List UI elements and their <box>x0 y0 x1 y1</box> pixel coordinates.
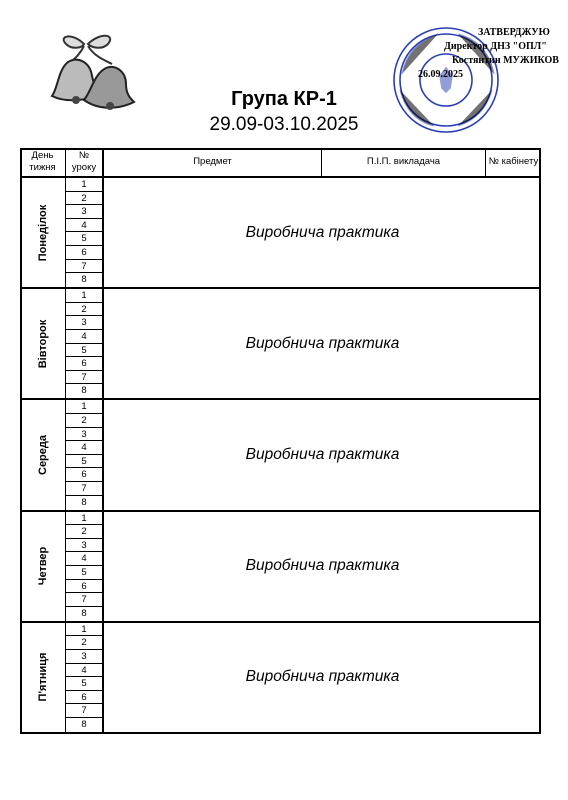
lesson-numbers <box>66 623 104 734</box>
date-range: 29.09-03.10.2025 <box>209 114 359 135</box>
lesson-number: 3 <box>66 539 102 553</box>
lesson-number: 1 <box>66 400 102 414</box>
subject-text: Виробнича практика <box>245 445 400 463</box>
header-room: № кабінету <box>486 148 541 178</box>
approval-position: Директор ДНЗ "ОПЛ" <box>444 41 547 52</box>
day-label: Середа <box>36 434 49 475</box>
lesson-numbers <box>66 289 104 400</box>
lesson-number: 6 <box>66 468 102 482</box>
subject-text: Виробнича практика <box>245 334 400 352</box>
header-subject: Предмет <box>104 148 322 178</box>
lesson-number: 8 <box>81 496 87 508</box>
lesson-number: 4 <box>66 441 102 455</box>
group-title: Група КР-1 <box>231 88 337 110</box>
day-cell <box>20 623 66 734</box>
approval-title: ЗАТВЕРДЖУЮ <box>478 27 550 38</box>
lesson-number: 5 <box>66 566 102 580</box>
lesson-number: 8 <box>81 385 87 397</box>
lesson-number: 5 <box>66 344 102 358</box>
lesson-number: 2 <box>66 192 102 206</box>
approval-date: 26.09.2025 <box>418 69 463 80</box>
day-label: П'ятниця <box>36 652 49 702</box>
subject-cell <box>104 289 541 400</box>
lesson-number: 7 <box>66 482 102 496</box>
subject-cell <box>104 400 541 511</box>
lesson-number: 8 <box>81 607 87 619</box>
lesson-number: 2 <box>66 303 102 317</box>
lesson-number: 6 <box>66 357 102 371</box>
header-day: День тижня <box>20 148 66 178</box>
lesson-number: 4 <box>66 552 102 566</box>
lesson-number: 3 <box>66 205 102 219</box>
subject-cell <box>104 512 541 623</box>
header-teacher: П.І.П. викладача <box>322 148 486 178</box>
subject-text: Виробнича практика <box>245 557 400 575</box>
lesson-number: 3 <box>66 650 102 664</box>
subject-cell <box>104 623 541 734</box>
schedule-table <box>20 148 541 734</box>
day-label: Четвер <box>36 546 49 586</box>
lesson-numbers <box>66 178 104 289</box>
subject-text: Виробнича практика <box>245 223 400 241</box>
lesson-number: 8 <box>81 718 87 730</box>
lesson-number: 1 <box>66 178 102 192</box>
day-cell <box>20 178 66 289</box>
lesson-number: 5 <box>66 677 102 691</box>
lesson-number: 1 <box>66 623 102 637</box>
lesson-number: 8 <box>81 274 87 286</box>
lesson-number: 7 <box>66 704 102 718</box>
lesson-number: 4 <box>66 330 102 344</box>
lesson-number: 2 <box>66 414 102 428</box>
lesson-number: 5 <box>66 232 102 246</box>
header-lesson-number: № уроку <box>66 148 104 178</box>
lesson-number: 2 <box>66 525 102 539</box>
lesson-number: 6 <box>66 246 102 260</box>
lesson-number: 3 <box>66 316 102 330</box>
lesson-numbers <box>66 512 104 623</box>
lesson-number: 3 <box>66 428 102 442</box>
day-label: Вівторок <box>36 319 49 369</box>
day-cell <box>20 289 66 400</box>
lesson-number: 6 <box>66 580 102 594</box>
lesson-number: 2 <box>66 636 102 650</box>
lesson-numbers <box>66 400 104 511</box>
lesson-number: 7 <box>66 593 102 607</box>
lesson-number: 1 <box>66 512 102 526</box>
subject-cell <box>104 178 541 289</box>
lesson-number: 5 <box>66 455 102 469</box>
day-cell <box>20 512 66 623</box>
approval-signatory: Костянтин МУЖИКОВ <box>452 55 559 66</box>
lesson-number: 6 <box>66 691 102 705</box>
day-cell <box>20 400 66 511</box>
lesson-number: 4 <box>66 664 102 678</box>
subject-text: Виробнича практика <box>245 668 400 686</box>
lesson-number: 1 <box>66 289 102 303</box>
lesson-number: 4 <box>66 219 102 233</box>
lesson-number: 7 <box>66 260 102 274</box>
approval-block <box>418 26 568 82</box>
lesson-number: 7 <box>66 371 102 385</box>
day-label: Понеділок <box>36 204 49 261</box>
